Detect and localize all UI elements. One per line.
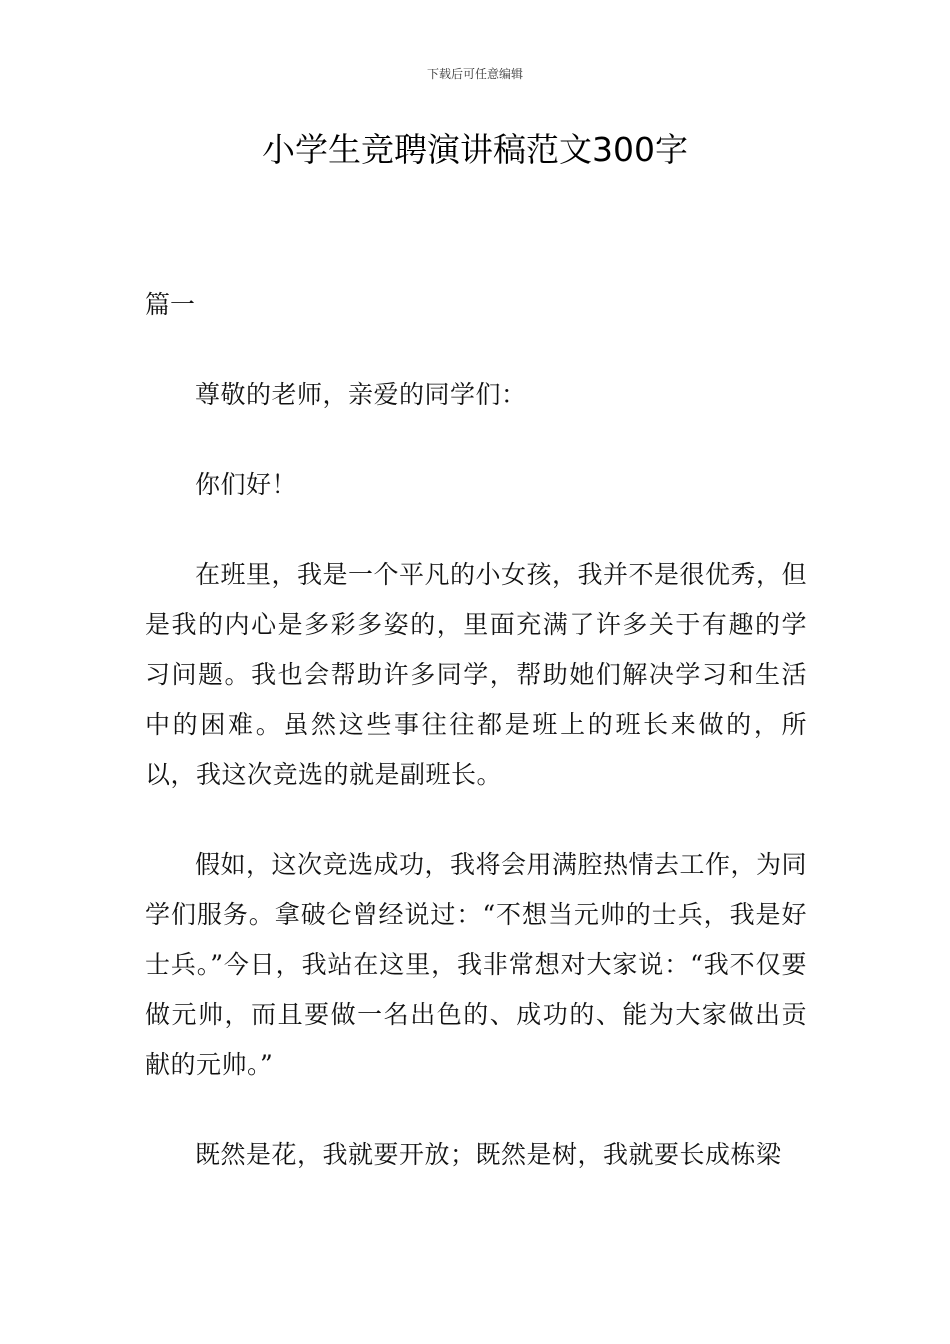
paragraph-introduction: 在班里，我是一个平凡的小女孩，我并不是很优秀，但是我的内心是多彩多姿的，里面充满了许多关于有趣的学习问题。我也会帮助许多同学，帮助她们解决学习和生活中的困难。虽然这些事往往都是班上的班长来做的，所以，我这次竞选的就是副班长。 [145,560,808,789]
paragraph-aspiration: 既然是花，我就要开放；既然是树，我就要长成栋梁 [195,1140,782,1169]
document-body [145,280,807,1220]
paragraph-salutation: 尊敬的老师，亲爱的同学们： [195,380,527,409]
paragraph-greeting: 你们好！ [195,470,298,499]
paragraph-campaign-pledge: 假如，这次竞选成功，我将会用满腔热情去工作，为同学们服务。拿破仑曾经说过：“不想当元帅的士兵，我是好士兵。”今日，我站在这里，我非常想对大家说：“我不仅要做元帅，而且要做一名出色的、成功的、能为大家做出贡献的元帅。” [145,850,808,1079]
document-title: 小学生竞聘演讲稿范文300字 [262,130,688,169]
header-note: 下载后可任意编辑 [426,67,523,81]
section-heading: 篇一 [145,290,196,319]
